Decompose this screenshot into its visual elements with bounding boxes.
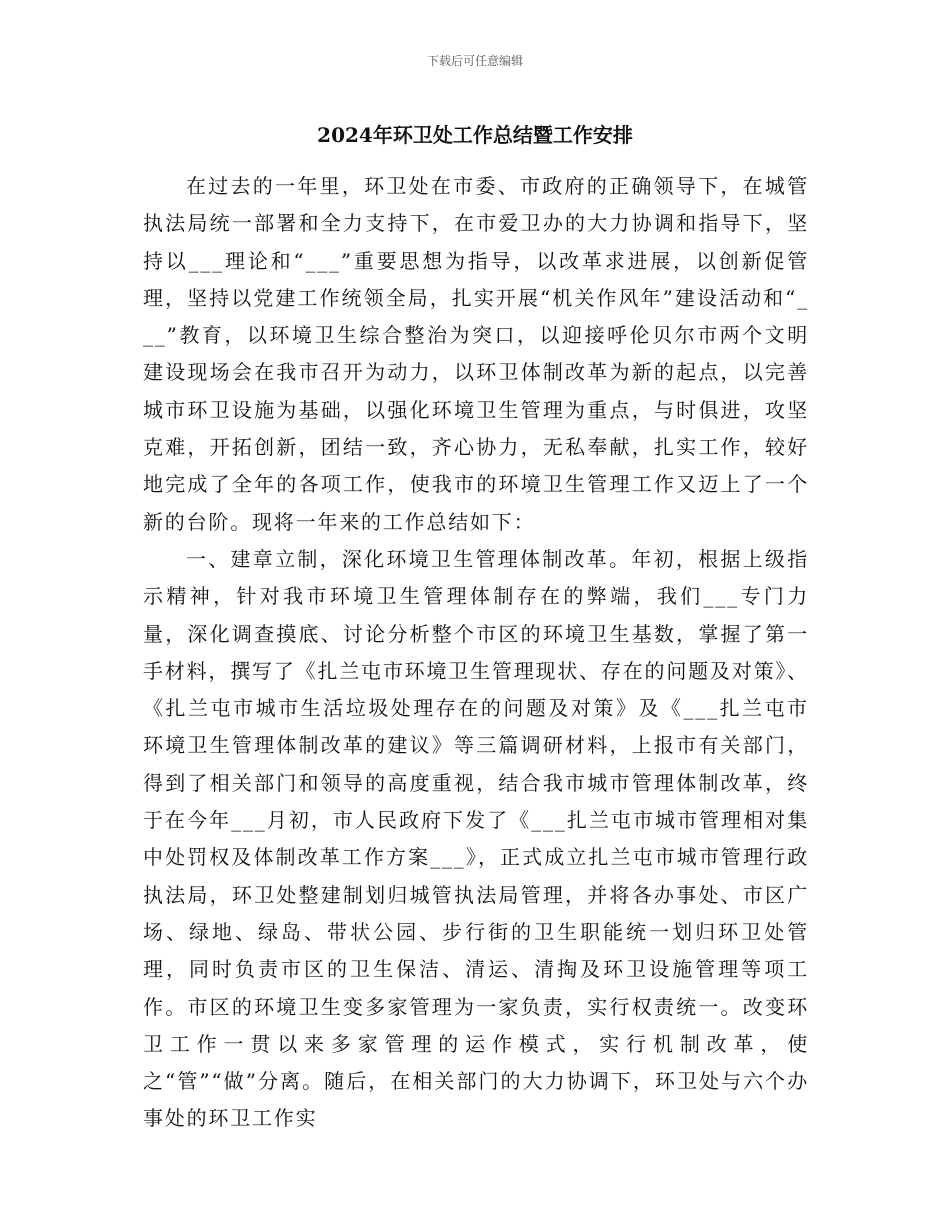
paragraph-section-one: 一、建章立制，深化环境卫生管理体制改革。年初，根据上级指示精神，针对我市环境卫生管理体制存在的弊端，我们___专门力量，深化调查摸底、讨论分析整个市区的环境卫生基数，掌握了第一手材料，撰写了《扎兰屯市环境卫生管理现状、存在的问题及对策》、《扎兰屯市城市生活垃圾处理存在的问题及对策》及《___扎兰屯市环境卫生管理体制改革的建议》等三篇调研材料，上报市有关部门，得到了相关部门和领导的高度重视，结合我市城市管理体制改革，终于在今年___月初，市人民政府下发了《___扎兰屯市城市管理相对集中处罚权及体制改革工作方案___》，正式成立扎兰屯市城市管理行政执法局，环卫处整建制划归城管执法局管理，并将各办事处、市区广场、绿地、绿岛、带状公园、步行街的卫生职能统一划归环卫处管理，同时负责市区的卫生保洁、清运、清掏及环卫设施管理等项工作。市区的环境卫生变多家管理为一家负责，实行权责统一。改变环卫工作一贯以来多家管理的运作模式，实行机制改革，使之“管”“做”分离。随后，在相关部门的大力协调下，环卫处与六个办事处的环卫工作实 (143, 546, 809, 1131)
paragraph-intro: 在过去的一年里，环卫处在市委、市政府的正确领导下，在城管执法局统一部署和全力支持下，在市爱卫办的大力协调和指导下，坚持以___理论和“___”重要思想为指导，以改革求进展，以创新促管理，坚持以党建工作统领全局，扎实开展“机关作风年”建设活动和“___”教育，以环境卫生综合整治为突口，以迎接呼伦贝尔市两个文明建设现场会在我市召开为动力，以环卫体制改革为新的起点，以完善城市环卫设施为基础，以强化环境卫生管理为重点，与时俱进，攻坚克难，开拓创新，团结一致，齐心协力，无私奉献，扎实工作，较好地完成了全年的各项工作，使我市的环境卫生管理工作又迈上了一个新的台阶。现将一年来的工作总结如下： (143, 174, 809, 534)
document-title: 2024年环卫处工作总结暨工作安排 (317, 123, 633, 147)
document-body (143, 168, 809, 1138)
page-header-note: 下载后可任意编辑 (426, 54, 523, 68)
